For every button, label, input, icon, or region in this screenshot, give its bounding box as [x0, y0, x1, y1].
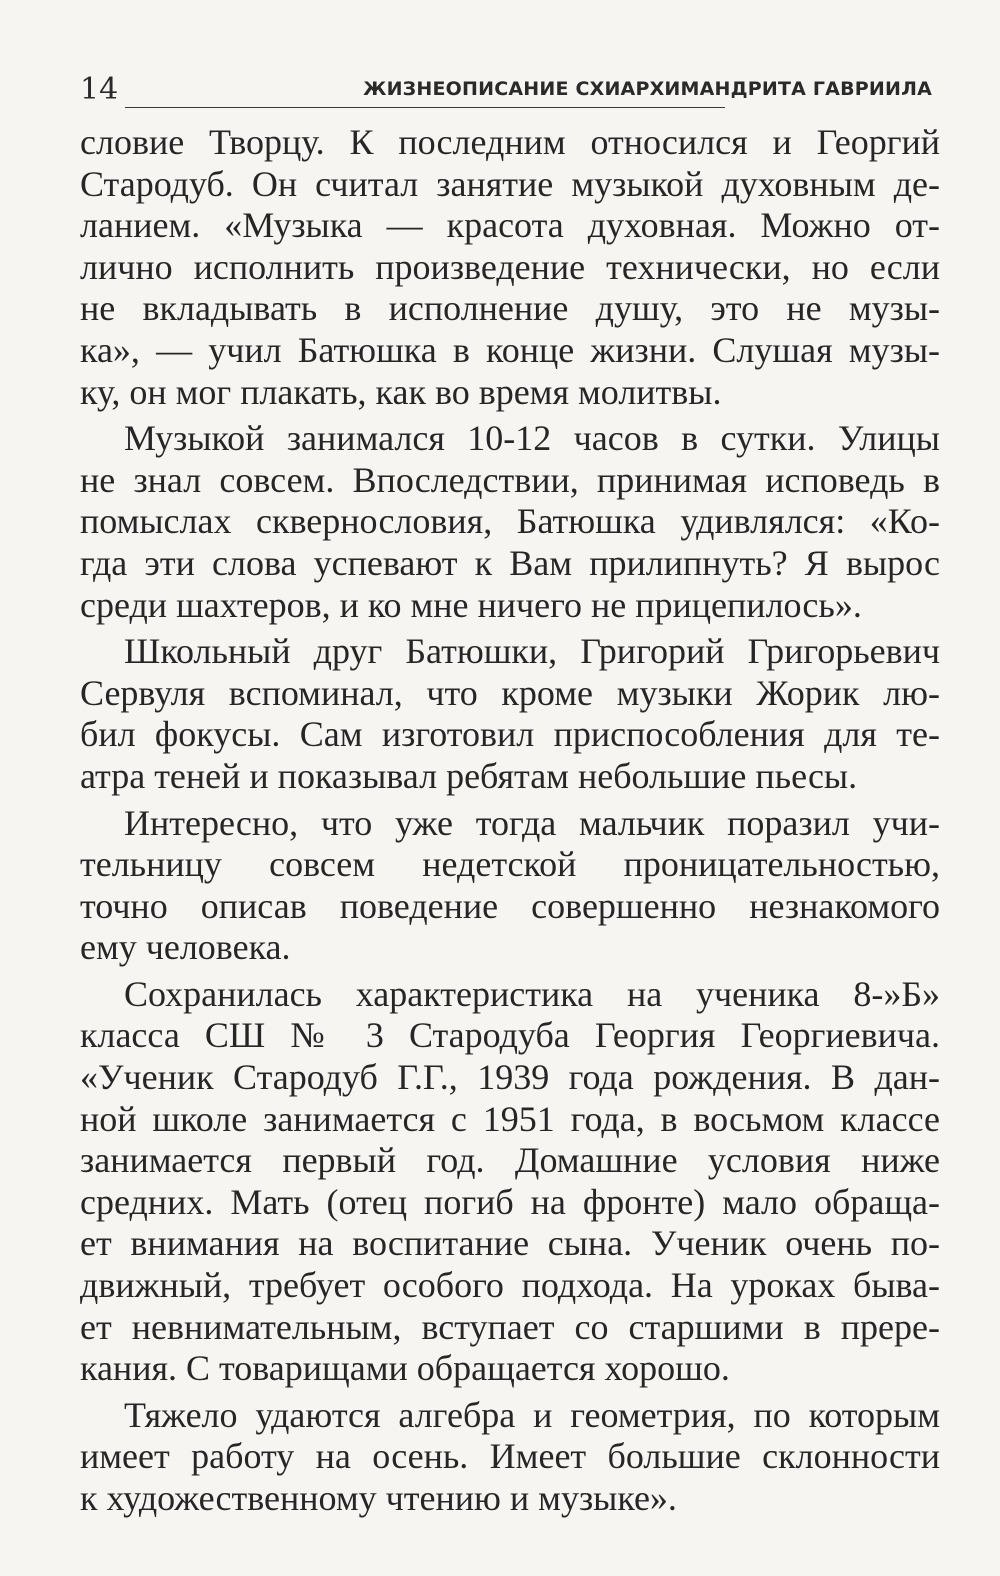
body-text: [80, 122, 940, 1525]
header-divider: [125, 107, 725, 108]
text-line: Стародуб. Он считал занятие музыкой духовным де-: [80, 163, 940, 204]
text-line: к художественному чтению и музыке».: [80, 1478, 677, 1518]
text-line: кания. С товарищами обращается хорошо.: [80, 1348, 730, 1389]
page-header: [80, 70, 940, 110]
paragraph: [80, 974, 940, 1390]
text-line: бил фокусы. Сам изготовил приспособления для те-: [80, 714, 940, 755]
text-line: ланием. «Музыка — красота духовная. Можно от-: [80, 205, 940, 246]
text-line: не вкладывать в исполнение душу, это не музы-: [80, 288, 940, 329]
text-line: средних. Мать (отец погиб на фронте) мало обраща-: [80, 1181, 940, 1222]
text-line: лично исполнить произведение технически, но если: [80, 246, 940, 287]
text-line: ему человека.: [80, 927, 291, 968]
text-line: ет невнимательным, вступает со старшими в прере-: [80, 1306, 940, 1347]
text-line: Сохранилась характеристика на ученика 8-»Б»: [124, 973, 940, 1014]
text-line: словие Творцу. К последним относился и Георгий: [80, 122, 940, 162]
text-line: не знал совсем. Впоследствии, принимая исповедь в: [80, 459, 940, 500]
text-line: Школьный друг Батюшки, Григорий Григорьевич: [124, 631, 940, 672]
text-line: точно описав поведение совершенно незнакомого: [80, 885, 940, 926]
text-line: ку, он мог плакать, как во время молитвы.: [80, 371, 722, 412]
paragraph: [80, 631, 940, 797]
text-line: гда эти слова успевают к Вам прилипнуть? Я вырос: [80, 542, 940, 583]
running-title: ЖИЗНЕОПИСАНИЕ СХИАРХИМАНДРИТА ГАВРИИЛА: [363, 78, 932, 100]
text-line: занимается первый год. Домашние условия ниже: [80, 1140, 940, 1181]
text-line: ка», — учил Батюшка в конце жизни. Слушая музы-: [80, 329, 940, 370]
text-line: Интересно, что уже тогда мальчик поразил учи-: [124, 802, 940, 843]
page-number: 14: [80, 72, 119, 107]
paragraph: [80, 803, 940, 969]
paragraph: [80, 122, 940, 413]
text-line: ной школе занимается с 1951 года, в восьмом классе: [80, 1098, 940, 1139]
text-line: имеет работу на осень. Имеет большие склонности: [80, 1436, 940, 1477]
text-line: Сервуля вспоминал, что кроме музыки Жорик лю-: [80, 672, 940, 713]
text-line: класса СШ № 3 Стародуба Георгия Георгиевича.: [80, 1015, 940, 1056]
text-line: движный, требует особого подхода. На уроках быва-: [80, 1265, 940, 1306]
paragraph: [80, 418, 940, 626]
text-line: тельницу совсем недетской проницательностью,: [80, 844, 940, 885]
text-line: среди шахтеров, и ко мне ничего не прицепилось».: [80, 584, 862, 625]
text-line: ет внимания на воспитание сына. Ученик очень по-: [80, 1223, 940, 1264]
text-line: атра теней и показывал ребятам небольшие пьесы.: [80, 755, 858, 796]
text-line: Музыкой занимался 10-12 часов в сутки. Улицы: [124, 418, 940, 459]
paragraph: [80, 1395, 940, 1520]
text-line: помыслах сквернословия, Батюшка удивлялся: «Ко-: [80, 501, 940, 542]
text-line: «Ученик Стародуб Г.Г., 1939 года рождения. В дан-: [80, 1057, 940, 1098]
text-line: Тяжело удаются алгебра и геометрия, по которым: [124, 1394, 940, 1435]
